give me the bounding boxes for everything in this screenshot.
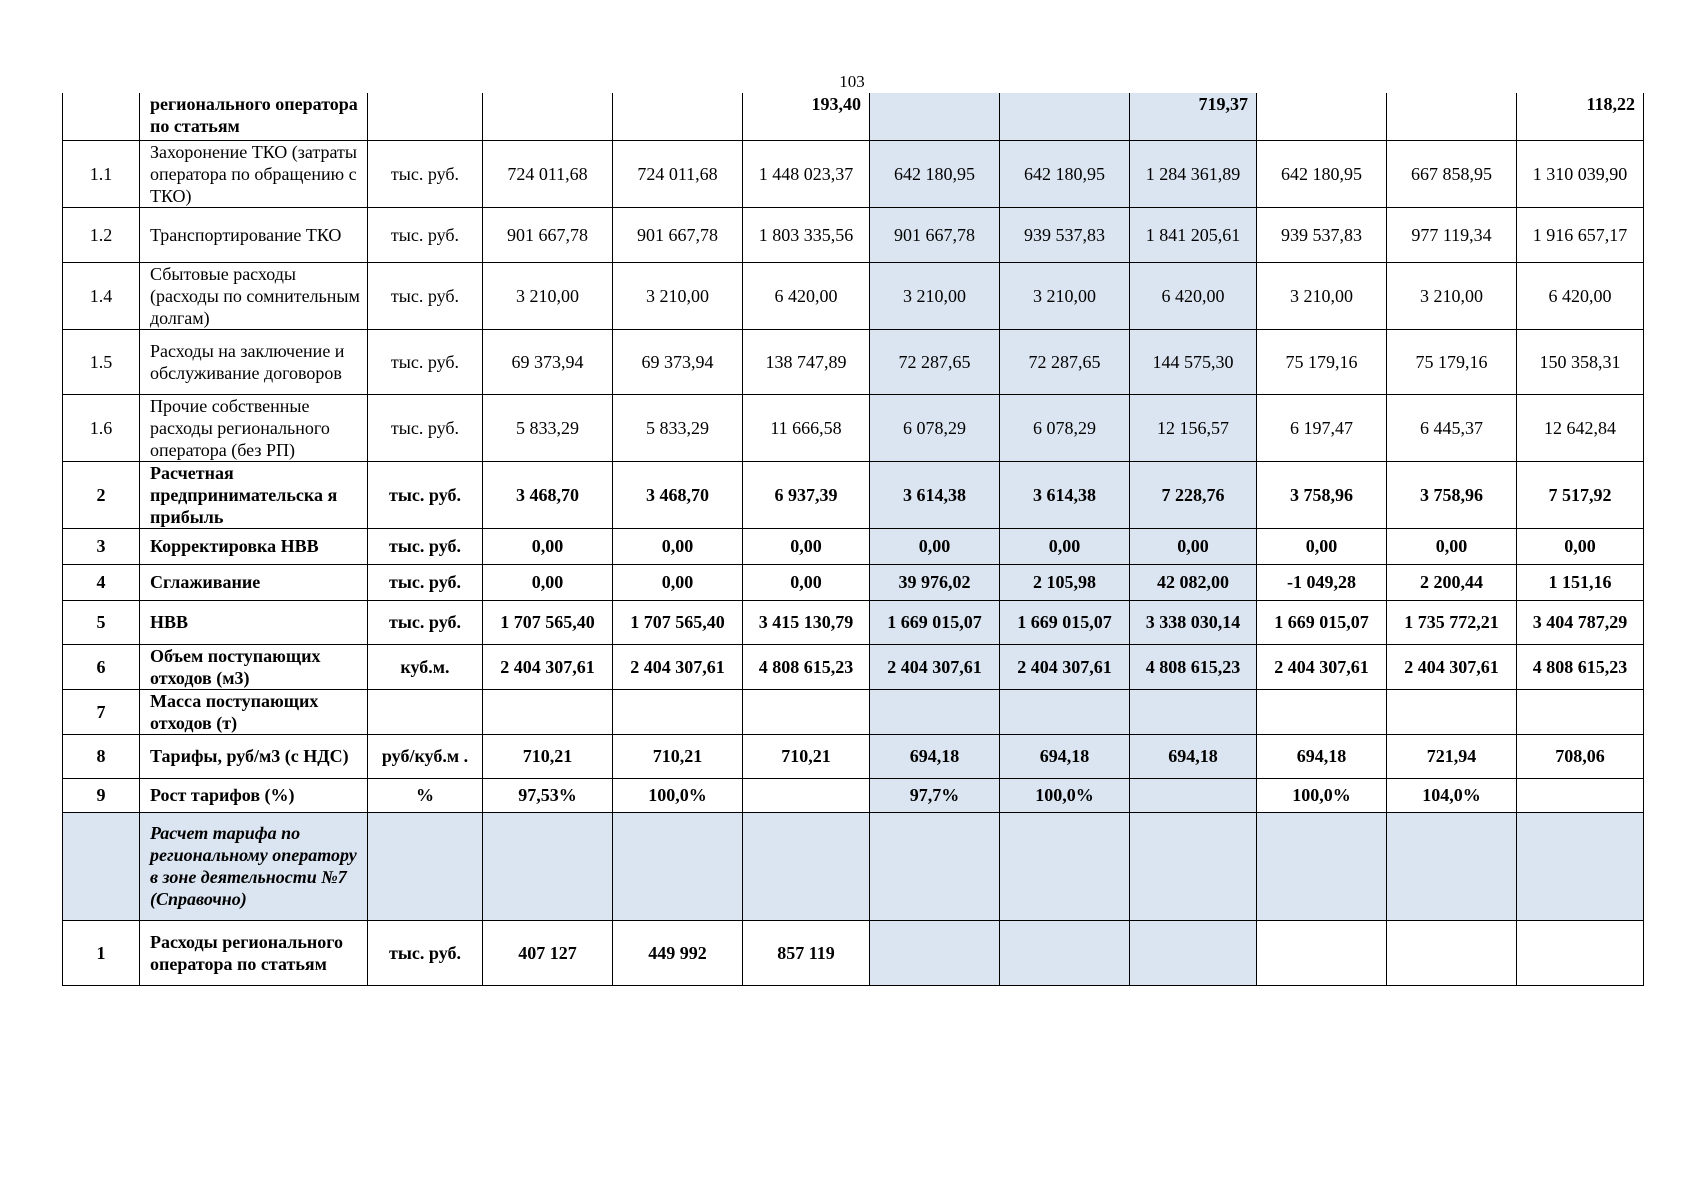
table-row: [63, 262, 1644, 329]
row-unit: %: [368, 778, 483, 812]
value-cell: 3 758,96: [1387, 461, 1517, 528]
value-cell: 6 420,00: [1517, 262, 1644, 329]
value-cell: 118,22: [1517, 93, 1644, 140]
table-row: [63, 920, 1644, 985]
tariff-table: [62, 93, 1644, 986]
row-name: НВВ: [140, 600, 368, 644]
value-cell: 642 180,95: [870, 140, 1000, 207]
value-cell: 6 420,00: [1130, 262, 1257, 329]
row-number: 3: [63, 528, 140, 564]
row-number: 1.2: [63, 207, 140, 262]
value-cell: 0,00: [613, 528, 743, 564]
table-row: [63, 461, 1644, 528]
value-cell: 100,0%: [613, 778, 743, 812]
value-cell: 2 200,44: [1387, 564, 1517, 600]
value-cell: 939 537,83: [1000, 207, 1130, 262]
value-cell: 4 808 615,23: [1517, 644, 1644, 689]
table-row: [63, 564, 1644, 600]
value-cell: [1387, 920, 1517, 985]
value-cell: 1 803 335,56: [743, 207, 870, 262]
row-number: [63, 93, 140, 140]
value-cell: 1 151,16: [1517, 564, 1644, 600]
value-cell: 857 119: [743, 920, 870, 985]
row-unit: [368, 812, 483, 920]
value-cell: [870, 689, 1000, 734]
value-cell: [1000, 93, 1130, 140]
table-row: [63, 689, 1644, 734]
value-cell: 0,00: [1257, 528, 1387, 564]
value-cell: 104,0%: [1387, 778, 1517, 812]
value-cell: 4 808 615,23: [743, 644, 870, 689]
value-cell: [613, 689, 743, 734]
value-cell: 3 210,00: [613, 262, 743, 329]
value-cell: 667 858,95: [1387, 140, 1517, 207]
value-cell: 150 358,31: [1517, 329, 1644, 394]
row-number: 9: [63, 778, 140, 812]
value-cell: 3 210,00: [483, 262, 613, 329]
value-cell: 1 669 015,07: [1257, 600, 1387, 644]
value-cell: [1517, 920, 1644, 985]
value-cell: 901 667,78: [483, 207, 613, 262]
value-cell: [1130, 689, 1257, 734]
value-cell: 1 448 023,37: [743, 140, 870, 207]
row-number: 6: [63, 644, 140, 689]
value-cell: [1387, 93, 1517, 140]
row-number: 1.4: [63, 262, 140, 329]
row-unit: тыс. руб.: [368, 262, 483, 329]
value-cell: [870, 920, 1000, 985]
value-cell: 3 468,70: [613, 461, 743, 528]
row-name: Сглаживание: [140, 564, 368, 600]
table-row: [63, 140, 1644, 207]
row-name: Объем поступающих отходов (м3): [140, 644, 368, 689]
value-cell: 6 078,29: [870, 394, 1000, 461]
row-unit: тыс. руб.: [368, 528, 483, 564]
value-cell: 97,7%: [870, 778, 1000, 812]
table-row: [63, 778, 1644, 812]
value-cell: [613, 93, 743, 140]
row-name: Масса поступающих отходов (т): [140, 689, 368, 734]
value-cell: 3 758,96: [1257, 461, 1387, 528]
table-row: [63, 734, 1644, 778]
value-cell: 0,00: [483, 528, 613, 564]
table-row: [63, 93, 1644, 140]
table-row: [63, 812, 1644, 920]
value-cell: [743, 812, 870, 920]
value-cell: [483, 812, 613, 920]
value-cell: [1387, 812, 1517, 920]
value-cell: [1517, 689, 1644, 734]
value-cell: -1 049,28: [1257, 564, 1387, 600]
value-cell: 72 287,65: [1000, 329, 1130, 394]
value-cell: 3 614,38: [1000, 461, 1130, 528]
value-cell: 0,00: [483, 564, 613, 600]
value-cell: 1 707 565,40: [483, 600, 613, 644]
value-cell: [1000, 920, 1130, 985]
value-cell: 0,00: [1517, 528, 1644, 564]
value-cell: 3 210,00: [1387, 262, 1517, 329]
value-cell: [1130, 920, 1257, 985]
value-cell: [1257, 920, 1387, 985]
row-name: Корректировка НВВ: [140, 528, 368, 564]
value-cell: 5 833,29: [483, 394, 613, 461]
row-name: Расходы на заключение и обслуживание договоров: [140, 329, 368, 394]
value-cell: 642 180,95: [1257, 140, 1387, 207]
table-row: [63, 600, 1644, 644]
value-cell: [613, 812, 743, 920]
row-number: 2: [63, 461, 140, 528]
value-cell: 100,0%: [1257, 778, 1387, 812]
value-cell: 11 666,58: [743, 394, 870, 461]
value-cell: [743, 689, 870, 734]
value-cell: 0,00: [743, 528, 870, 564]
value-cell: 0,00: [743, 564, 870, 600]
value-cell: 100,0%: [1000, 778, 1130, 812]
value-cell: 1 310 039,90: [1517, 140, 1644, 207]
value-cell: 2 404 307,61: [483, 644, 613, 689]
value-cell: 3 404 787,29: [1517, 600, 1644, 644]
table-row: [63, 207, 1644, 262]
value-cell: 144 575,30: [1130, 329, 1257, 394]
value-cell: [743, 778, 870, 812]
value-cell: 12 642,84: [1517, 394, 1644, 461]
value-cell: 1 284 361,89: [1130, 140, 1257, 207]
value-cell: 3 614,38: [870, 461, 1000, 528]
row-name: Захоронение ТКО (затраты оператора по обращению с ТКО): [140, 140, 368, 207]
value-cell: 75 179,16: [1387, 329, 1517, 394]
row-name: Расчет тарифа по региональному оператору в зоне деятельности №7 (Справочно): [140, 812, 368, 920]
row-name: Тарифы, руб/м3 (с НДС): [140, 734, 368, 778]
value-cell: 39 976,02: [870, 564, 1000, 600]
value-cell: [483, 689, 613, 734]
row-unit: тыс. руб.: [368, 564, 483, 600]
value-cell: 42 082,00: [1130, 564, 1257, 600]
value-cell: 642 180,95: [1000, 140, 1130, 207]
value-cell: 710,21: [483, 734, 613, 778]
value-cell: 939 537,83: [1257, 207, 1387, 262]
row-unit: тыс. руб.: [368, 920, 483, 985]
value-cell: 2 404 307,61: [1257, 644, 1387, 689]
value-cell: 901 667,78: [613, 207, 743, 262]
value-cell: 1 669 015,07: [1000, 600, 1130, 644]
value-cell: [1000, 689, 1130, 734]
value-cell: 0,00: [1387, 528, 1517, 564]
value-cell: [1257, 812, 1387, 920]
row-name: регионального оператора по статьям: [140, 93, 368, 140]
value-cell: 2 105,98: [1000, 564, 1130, 600]
row-number: 1.6: [63, 394, 140, 461]
value-cell: 694,18: [1257, 734, 1387, 778]
value-cell: 710,21: [743, 734, 870, 778]
value-cell: 710,21: [613, 734, 743, 778]
row-number: 1.1: [63, 140, 140, 207]
row-name: Рост тарифов (%): [140, 778, 368, 812]
value-cell: 72 287,65: [870, 329, 1000, 394]
value-cell: [1000, 812, 1130, 920]
page-number: 103: [839, 72, 865, 91]
row-unit: тыс. руб.: [368, 600, 483, 644]
value-cell: 138 747,89: [743, 329, 870, 394]
value-cell: 708,06: [1517, 734, 1644, 778]
value-cell: [870, 812, 1000, 920]
value-cell: 2 404 307,61: [1000, 644, 1130, 689]
value-cell: 1 669 015,07: [870, 600, 1000, 644]
value-cell: [1130, 778, 1257, 812]
value-cell: [870, 93, 1000, 140]
value-cell: 719,37: [1130, 93, 1257, 140]
table-row: [63, 528, 1644, 564]
value-cell: 724 011,68: [613, 140, 743, 207]
value-cell: 3 210,00: [1257, 262, 1387, 329]
value-cell: 3 468,70: [483, 461, 613, 528]
value-cell: 0,00: [870, 528, 1000, 564]
value-cell: 977 119,34: [1387, 207, 1517, 262]
value-cell: 3 338 030,14: [1130, 600, 1257, 644]
value-cell: 449 992: [613, 920, 743, 985]
row-number: 1: [63, 920, 140, 985]
value-cell: [1517, 812, 1644, 920]
value-cell: 6 937,39: [743, 461, 870, 528]
row-unit: тыс. руб.: [368, 394, 483, 461]
value-cell: 7 228,76: [1130, 461, 1257, 528]
row-unit: [368, 93, 483, 140]
value-cell: 75 179,16: [1257, 329, 1387, 394]
value-cell: 6 078,29: [1000, 394, 1130, 461]
row-number: 1.5: [63, 329, 140, 394]
value-cell: 69 373,94: [613, 329, 743, 394]
value-cell: 724 011,68: [483, 140, 613, 207]
value-cell: 694,18: [1000, 734, 1130, 778]
value-cell: 12 156,57: [1130, 394, 1257, 461]
row-number: 4: [63, 564, 140, 600]
value-cell: 694,18: [870, 734, 1000, 778]
row-number: 7: [63, 689, 140, 734]
row-unit: тыс. руб.: [368, 140, 483, 207]
row-name: Прочие собственные расходы регионального оператора (без РП): [140, 394, 368, 461]
value-cell: 3 210,00: [1000, 262, 1130, 329]
value-cell: 4 808 615,23: [1130, 644, 1257, 689]
value-cell: 0,00: [1000, 528, 1130, 564]
value-cell: 2 404 307,61: [870, 644, 1000, 689]
row-name: Расчетная предпринимательска я прибыль: [140, 461, 368, 528]
value-cell: 901 667,78: [870, 207, 1000, 262]
value-cell: 1 707 565,40: [613, 600, 743, 644]
table-row: [63, 394, 1644, 461]
value-cell: 6 197,47: [1257, 394, 1387, 461]
value-cell: 2 404 307,61: [1387, 644, 1517, 689]
value-cell: 1 841 205,61: [1130, 207, 1257, 262]
row-name: Расходы регионального оператора по статьям: [140, 920, 368, 985]
value-cell: 6 445,37: [1387, 394, 1517, 461]
value-cell: 69 373,94: [483, 329, 613, 394]
table-row: [63, 329, 1644, 394]
value-cell: [1387, 689, 1517, 734]
value-cell: 3 415 130,79: [743, 600, 870, 644]
value-cell: 721,94: [1387, 734, 1517, 778]
row-unit: тыс. руб.: [368, 461, 483, 528]
value-cell: 193,40: [743, 93, 870, 140]
value-cell: [1517, 778, 1644, 812]
row-number: 8: [63, 734, 140, 778]
row-number: [63, 812, 140, 920]
value-cell: 5 833,29: [613, 394, 743, 461]
value-cell: 7 517,92: [1517, 461, 1644, 528]
value-cell: 694,18: [1130, 734, 1257, 778]
row-number: 5: [63, 600, 140, 644]
value-cell: [1130, 812, 1257, 920]
row-unit: куб.м.: [368, 644, 483, 689]
value-cell: 407 127: [483, 920, 613, 985]
row-unit: тыс. руб.: [368, 329, 483, 394]
row-unit: тыс. руб.: [368, 207, 483, 262]
value-cell: 1 916 657,17: [1517, 207, 1644, 262]
row-unit: [368, 689, 483, 734]
value-cell: [1257, 93, 1387, 140]
row-name: Сбытовые расходы (расходы по сомнительным долгам): [140, 262, 368, 329]
row-unit: руб/куб.м .: [368, 734, 483, 778]
value-cell: 1 735 772,21: [1387, 600, 1517, 644]
value-cell: 3 210,00: [870, 262, 1000, 329]
value-cell: 0,00: [1130, 528, 1257, 564]
row-name: Транспортирование ТКО: [140, 207, 368, 262]
table-row: [63, 644, 1644, 689]
value-cell: [483, 93, 613, 140]
value-cell: [1257, 689, 1387, 734]
value-cell: 0,00: [613, 564, 743, 600]
value-cell: 6 420,00: [743, 262, 870, 329]
value-cell: 2 404 307,61: [613, 644, 743, 689]
value-cell: 97,53%: [483, 778, 613, 812]
